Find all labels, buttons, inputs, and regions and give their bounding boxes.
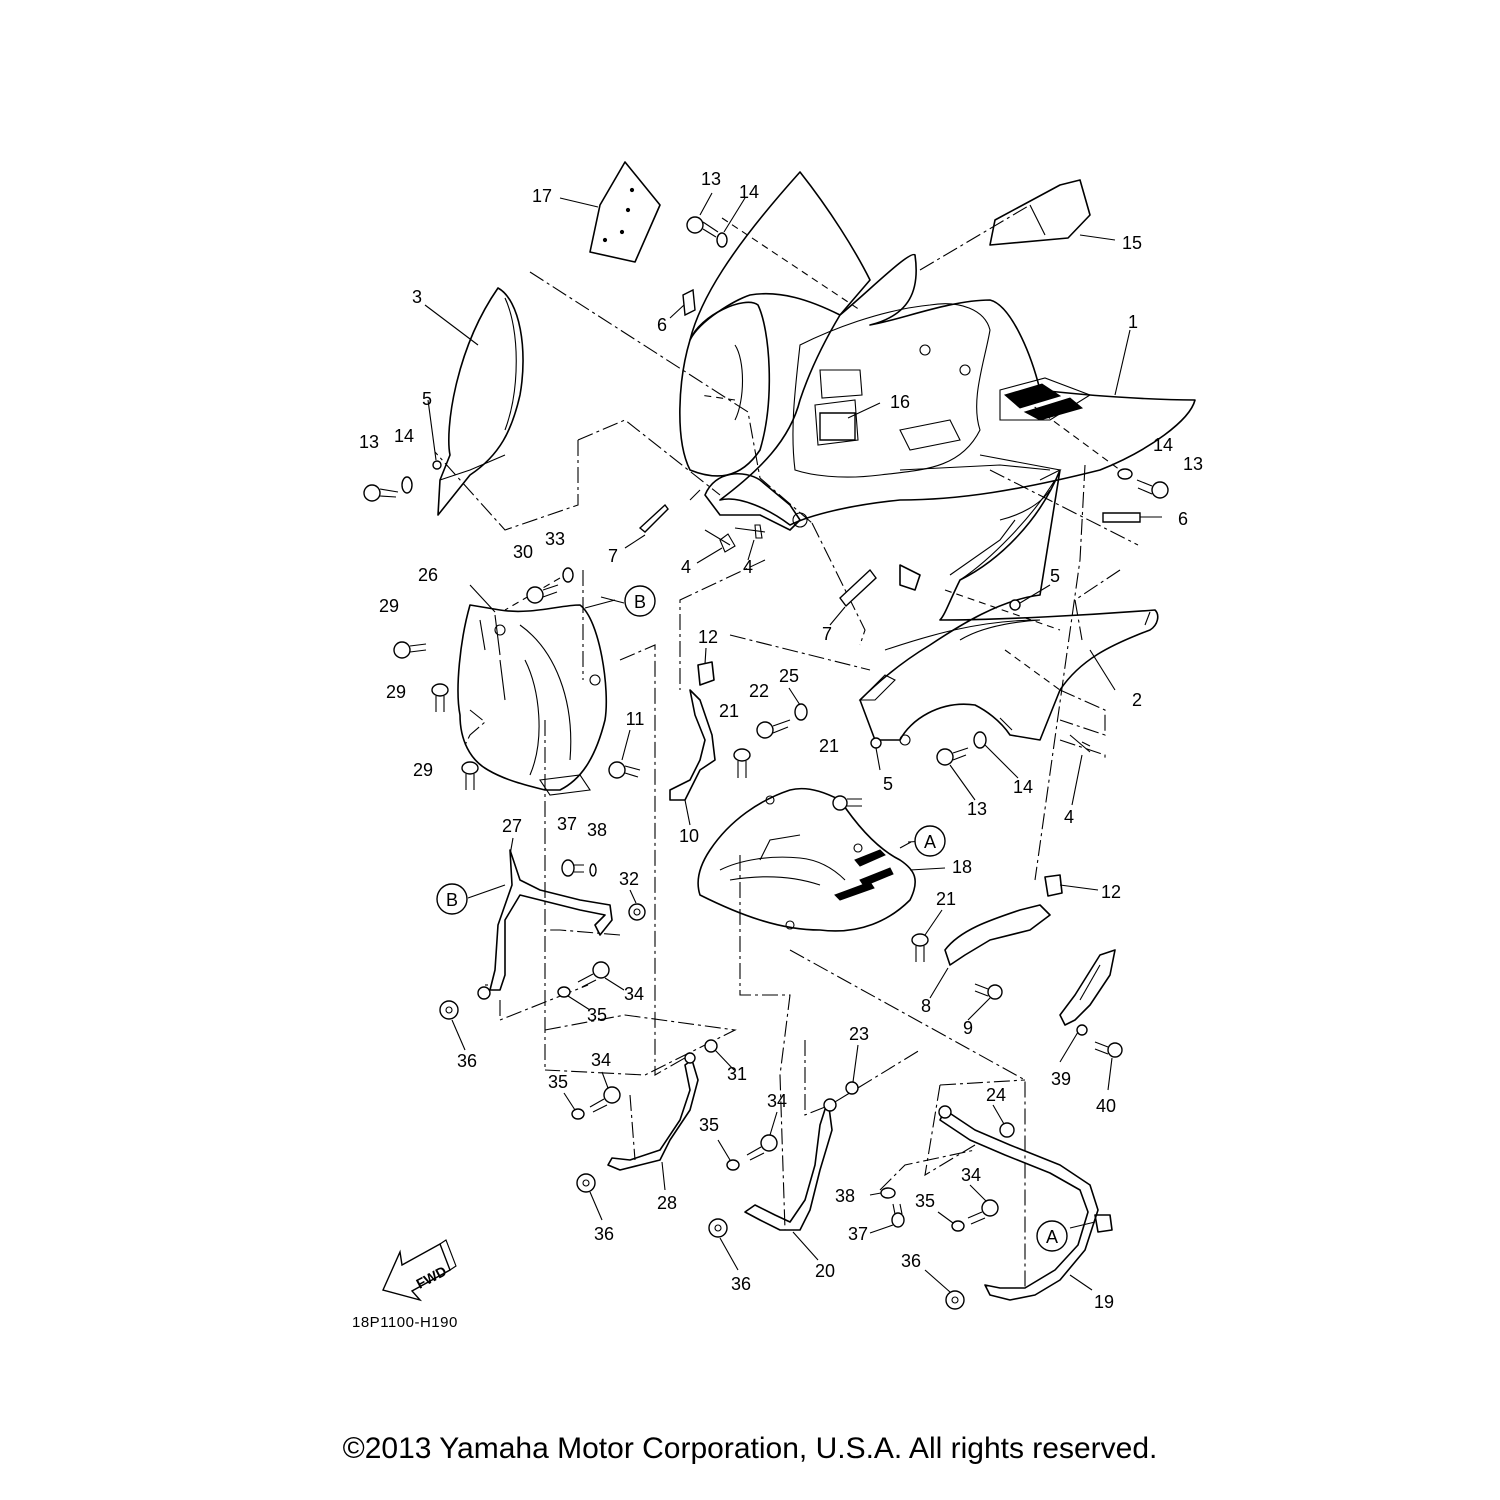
callout-4: 4 <box>1063 807 1075 827</box>
part-2-side-panel-right <box>860 470 1158 745</box>
callout-21: 21 <box>718 701 740 721</box>
callout-37: 37 <box>556 814 578 834</box>
decal-6-right <box>1103 513 1140 522</box>
bolt-22 <box>757 720 790 738</box>
washer-33 <box>563 568 573 582</box>
washer-25 <box>795 704 807 720</box>
callout-27: 27 <box>501 816 523 836</box>
screw-37-upper <box>562 860 584 876</box>
copyright-notice: ©2013 Yamaha Motor Corporation, U.S.A. All rights reserved. <box>342 1432 1158 1465</box>
screw-21-b <box>833 796 862 810</box>
callout-35: 35 <box>586 1005 608 1025</box>
callout-23: 23 <box>848 1024 870 1044</box>
callout-6: 6 <box>656 315 668 335</box>
callout-38: 38 <box>834 1186 856 1206</box>
callout-3: 3 <box>411 287 423 307</box>
callout-15: 15 <box>1121 233 1143 253</box>
bolt-13-right <box>1137 480 1168 498</box>
screw-29-c <box>462 762 478 790</box>
washer-35-b <box>572 1109 584 1119</box>
svg-text:FWD: FWD <box>413 1262 450 1292</box>
part-17-panel <box>590 162 660 262</box>
decal-6-left <box>683 290 695 315</box>
callout-14: 14 <box>1152 435 1174 455</box>
callout-5: 5 <box>421 389 433 409</box>
washer-35-d <box>952 1221 964 1231</box>
callout-6: 6 <box>1177 509 1189 529</box>
bolt-11 <box>609 762 640 778</box>
drawing-code: 18P1100-H190 <box>352 1314 458 1331</box>
screw-40 <box>1095 1042 1122 1057</box>
callout-36: 36 <box>456 1051 478 1071</box>
callout-35: 35 <box>914 1191 936 1211</box>
hardware <box>364 217 1168 1309</box>
stays-and-brackets <box>490 662 1115 1300</box>
callout-14: 14 <box>1012 777 1034 797</box>
svg-text:B: B <box>633 592 647 612</box>
grommet-5-a <box>433 461 441 469</box>
nut-32 <box>629 904 645 920</box>
washer-14-left <box>402 477 412 493</box>
callout-26: 26 <box>417 565 439 585</box>
callout-13: 13 <box>966 799 988 819</box>
callout-24: 24 <box>985 1085 1007 1105</box>
callout-35: 35 <box>547 1072 569 1092</box>
callout-37: 37 <box>847 1224 869 1244</box>
nut-36-c <box>709 1219 727 1237</box>
callout-8: 8 <box>920 996 932 1016</box>
strip-7-right <box>840 570 876 606</box>
assembly-center-lines <box>435 205 1138 1290</box>
part-3-side-panel-left <box>438 288 523 515</box>
callout-29: 29 <box>412 760 434 780</box>
callout-14: 14 <box>393 426 415 446</box>
callout-32: 32 <box>618 869 640 889</box>
callout-40: 40 <box>1095 1096 1117 1116</box>
bolt-13-lower <box>937 748 968 765</box>
part-18-under-cowl-right <box>698 789 915 931</box>
callout-4: 4 <box>742 557 754 577</box>
washer-35-a <box>558 987 570 997</box>
fwd-arrow-icon <box>383 1240 456 1300</box>
callout-38: 38 <box>586 820 608 840</box>
ref-marker-b-lower <box>437 884 467 914</box>
bolt-30 <box>527 585 558 603</box>
washer-38-upper <box>590 864 596 876</box>
svg-text:A: A <box>1045 1227 1059 1247</box>
bolt-34-b <box>590 1087 620 1112</box>
bolt-9 <box>975 984 1002 999</box>
callout-1: 1 <box>1127 312 1139 332</box>
ref-marker-b-upper <box>625 586 655 616</box>
grommet-5-c <box>871 738 881 748</box>
callout-34: 34 <box>623 984 645 1004</box>
part-26-under-cowl-left <box>458 605 606 795</box>
callout-28: 28 <box>656 1193 678 1213</box>
callout-16: 16 <box>889 392 911 412</box>
washer-14-top <box>717 233 727 247</box>
bolt-34-d <box>968 1200 998 1224</box>
callout-29: 29 <box>378 596 400 616</box>
rivet-4-c <box>1070 735 1090 752</box>
callout-5: 5 <box>1049 566 1061 586</box>
svg-text:A: A <box>923 832 937 852</box>
washer-14-lower <box>974 732 986 748</box>
strip-7-left <box>640 505 668 532</box>
grommet-39 <box>1077 1025 1087 1035</box>
callout-22: 22 <box>748 681 770 701</box>
callout-12: 12 <box>1100 882 1122 902</box>
callout-13: 13 <box>358 432 380 452</box>
callout-31: 31 <box>726 1064 748 1084</box>
callout-39: 39 <box>1050 1069 1072 1089</box>
callout-12: 12 <box>697 627 719 647</box>
callout-14: 14 <box>738 182 760 202</box>
nut-36-a <box>440 987 490 1019</box>
callout-5: 5 <box>882 774 894 794</box>
grommet-23 <box>824 1082 858 1111</box>
nut-36-d <box>946 1291 964 1309</box>
callout-9: 9 <box>962 1018 974 1038</box>
callout-7: 7 <box>821 624 833 644</box>
callout-25: 25 <box>778 666 800 686</box>
bolt-34-a <box>578 962 609 987</box>
ref-marker-a-lower <box>1037 1221 1067 1251</box>
callout-36: 36 <box>900 1251 922 1271</box>
callout-34: 34 <box>766 1091 788 1111</box>
callout-21: 21 <box>935 889 957 909</box>
callout-18: 18 <box>951 857 973 877</box>
svg-text:B: B <box>445 890 459 910</box>
callout-11: 11 <box>625 709 645 729</box>
callout-13: 13 <box>1182 454 1204 474</box>
grommet-5-b <box>1010 600 1020 610</box>
callout-7: 7 <box>607 546 619 566</box>
part-1-cowling <box>680 172 1195 530</box>
callout-2: 2 <box>1131 690 1143 710</box>
ref-marker-a-upper <box>915 826 945 856</box>
bolt-13-left <box>364 485 398 501</box>
washer-14-right <box>1118 469 1132 479</box>
callout-17: 17 <box>531 186 553 206</box>
screw-37-lower <box>892 1204 904 1227</box>
screw-21-a <box>734 749 750 778</box>
callout-21: 21 <box>818 736 840 756</box>
nut-36-b <box>577 1174 595 1192</box>
callout-35: 35 <box>698 1115 720 1135</box>
part-15-panel <box>990 180 1090 245</box>
washer-35-c <box>727 1160 739 1170</box>
screw-29-b <box>432 684 448 712</box>
callout-30: 30 <box>512 542 534 562</box>
rivet-4-b <box>735 525 765 538</box>
callout-20: 20 <box>814 1261 836 1281</box>
screw-21-c <box>912 934 928 962</box>
grommet-31 <box>685 1040 717 1063</box>
callout-19: 19 <box>1093 1292 1115 1312</box>
bolt-13-top <box>687 217 718 237</box>
callout-13: 13 <box>700 169 722 189</box>
callout-34: 34 <box>590 1050 612 1070</box>
hidden-lines <box>505 218 1120 690</box>
bolt-34-c <box>747 1135 777 1160</box>
washer-38-lower <box>881 1188 895 1198</box>
callout-29: 29 <box>385 682 407 702</box>
leader-lines <box>425 193 1162 1292</box>
screw-29-a <box>394 642 426 658</box>
callout-33: 33 <box>544 529 566 549</box>
callout-36: 36 <box>730 1274 752 1294</box>
callout-34: 34 <box>960 1165 982 1185</box>
callout-36: 36 <box>593 1224 615 1244</box>
callout-4: 4 <box>680 557 692 577</box>
callout-10: 10 <box>678 826 700 846</box>
